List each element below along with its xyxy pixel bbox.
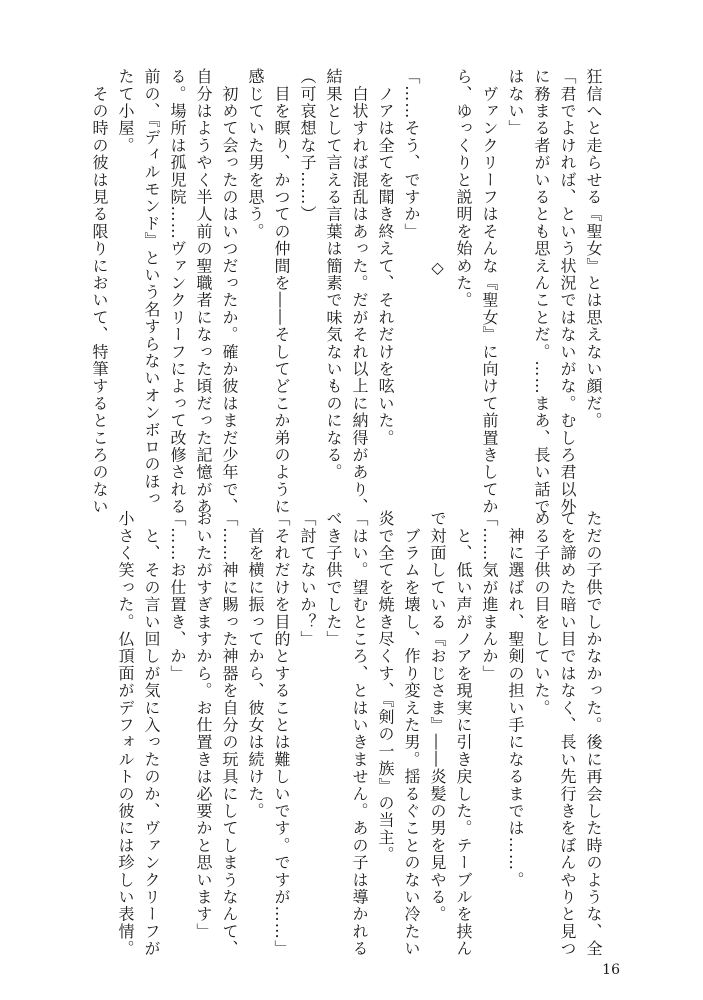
text-line: 狂信へと走らせる『聖女』とは思えない顔だ。	[584, 68, 603, 430]
text-line: ヴァンクリーフはそんな『聖女』に向けて前置きしてか	[480, 68, 499, 516]
text-line: 小さく笑った。仏頂面がデフォルトの彼には珍しい表情。	[116, 510, 135, 958]
text-line: 白状すれば混乱はあった。だがそれ以上に納得があり、	[350, 68, 369, 516]
text-line: べき子供でした」	[324, 510, 343, 648]
text-line: その時の彼は見る限りにおいて、特筆するところのない	[90, 68, 109, 516]
text-line: ただの子供でしかなかった。後に再会した時のような、全	[584, 510, 603, 958]
text-line: 「……そう、ですか」	[402, 68, 421, 240]
text-line: める子供の目をしていた。	[532, 510, 551, 717]
text-line: 「討てないか？」	[298, 510, 317, 648]
text-line: に務まる者がいるとも思えんことだ。……まあ、長い話で	[532, 68, 551, 516]
text-line: る。場所は孤児院……ヴァンクリーフによって改修される	[168, 68, 187, 516]
text-line: 「君でよければ、という状況ではないがな。むしろ君以外	[558, 68, 577, 516]
text-line: はない」	[506, 68, 525, 137]
page-number: 16	[602, 962, 620, 978]
text-line: ブラムを壊し、作り変えた男。揺るぐことのない冷たい	[402, 510, 421, 958]
text-line: ら、ゆっくりと説明を始めた。	[454, 68, 473, 309]
text-line: 神に選ばれ、聖剣の担い手になるまでは……。	[506, 510, 525, 889]
text-line: 結果として言える言葉は簡素で味気ないものになる。	[324, 68, 343, 481]
text-line: ノアは全てを聞き終えて、それだけを呟いた。	[376, 68, 395, 447]
text-line: てを諦めた暗い目ではなく、長い先行きをぼんやりと見つ	[558, 510, 577, 958]
text-line: 自分はようやく半人前の聖職者になった頃だった記憶があ	[194, 68, 213, 516]
text-line: （可哀想な子……）	[298, 68, 317, 223]
text-line: で対面している『おじさま』――炎髪の男を見やる。	[428, 510, 447, 923]
text-line: 「それだけを目的とすることは難しいです。ですが……」	[272, 510, 291, 958]
text-line: 「……お仕置き、か」	[168, 510, 187, 682]
text-block-top	[90, 68, 606, 516]
text-line: 首を横に振ってから、彼女は続けた。	[246, 510, 265, 820]
text-line: 炎で全てを焼き尽くす、『剣の一族』の当主。	[376, 510, 395, 864]
text-line: ◇	[428, 258, 447, 279]
text-block-bottom	[96, 510, 606, 958]
text-line: 感じていた男を思う。	[246, 68, 265, 240]
text-line: 目を瞑り、かつての仲間を――そしてどこか弟のように	[272, 68, 291, 516]
text-line: 「はい。望むところ、とはいきません。あの子は導かれる	[350, 510, 369, 958]
text-line: 初めて会ったのはいつだったか。確か彼はまだ少年で、	[220, 68, 239, 516]
text-line: と、低い声がノアを現実に引き戻した。テーブルを挟ん	[454, 510, 473, 958]
text-line: おいたがすぎますから。お仕置きは必要かと思います」	[194, 510, 213, 940]
text-line: 「……気が進まんか」	[480, 510, 499, 682]
text-line: 「……神に賜った神器を自分の玩具にしてしまうなんて、	[220, 510, 239, 958]
text-line: 前の、『ディルモンド』という名すらないオンボロのほっ	[142, 68, 161, 508]
text-line: たて小屋。	[116, 68, 135, 154]
text-line: と、その言い回しが気に入ったのか、ヴァンクリーフが	[142, 510, 161, 958]
